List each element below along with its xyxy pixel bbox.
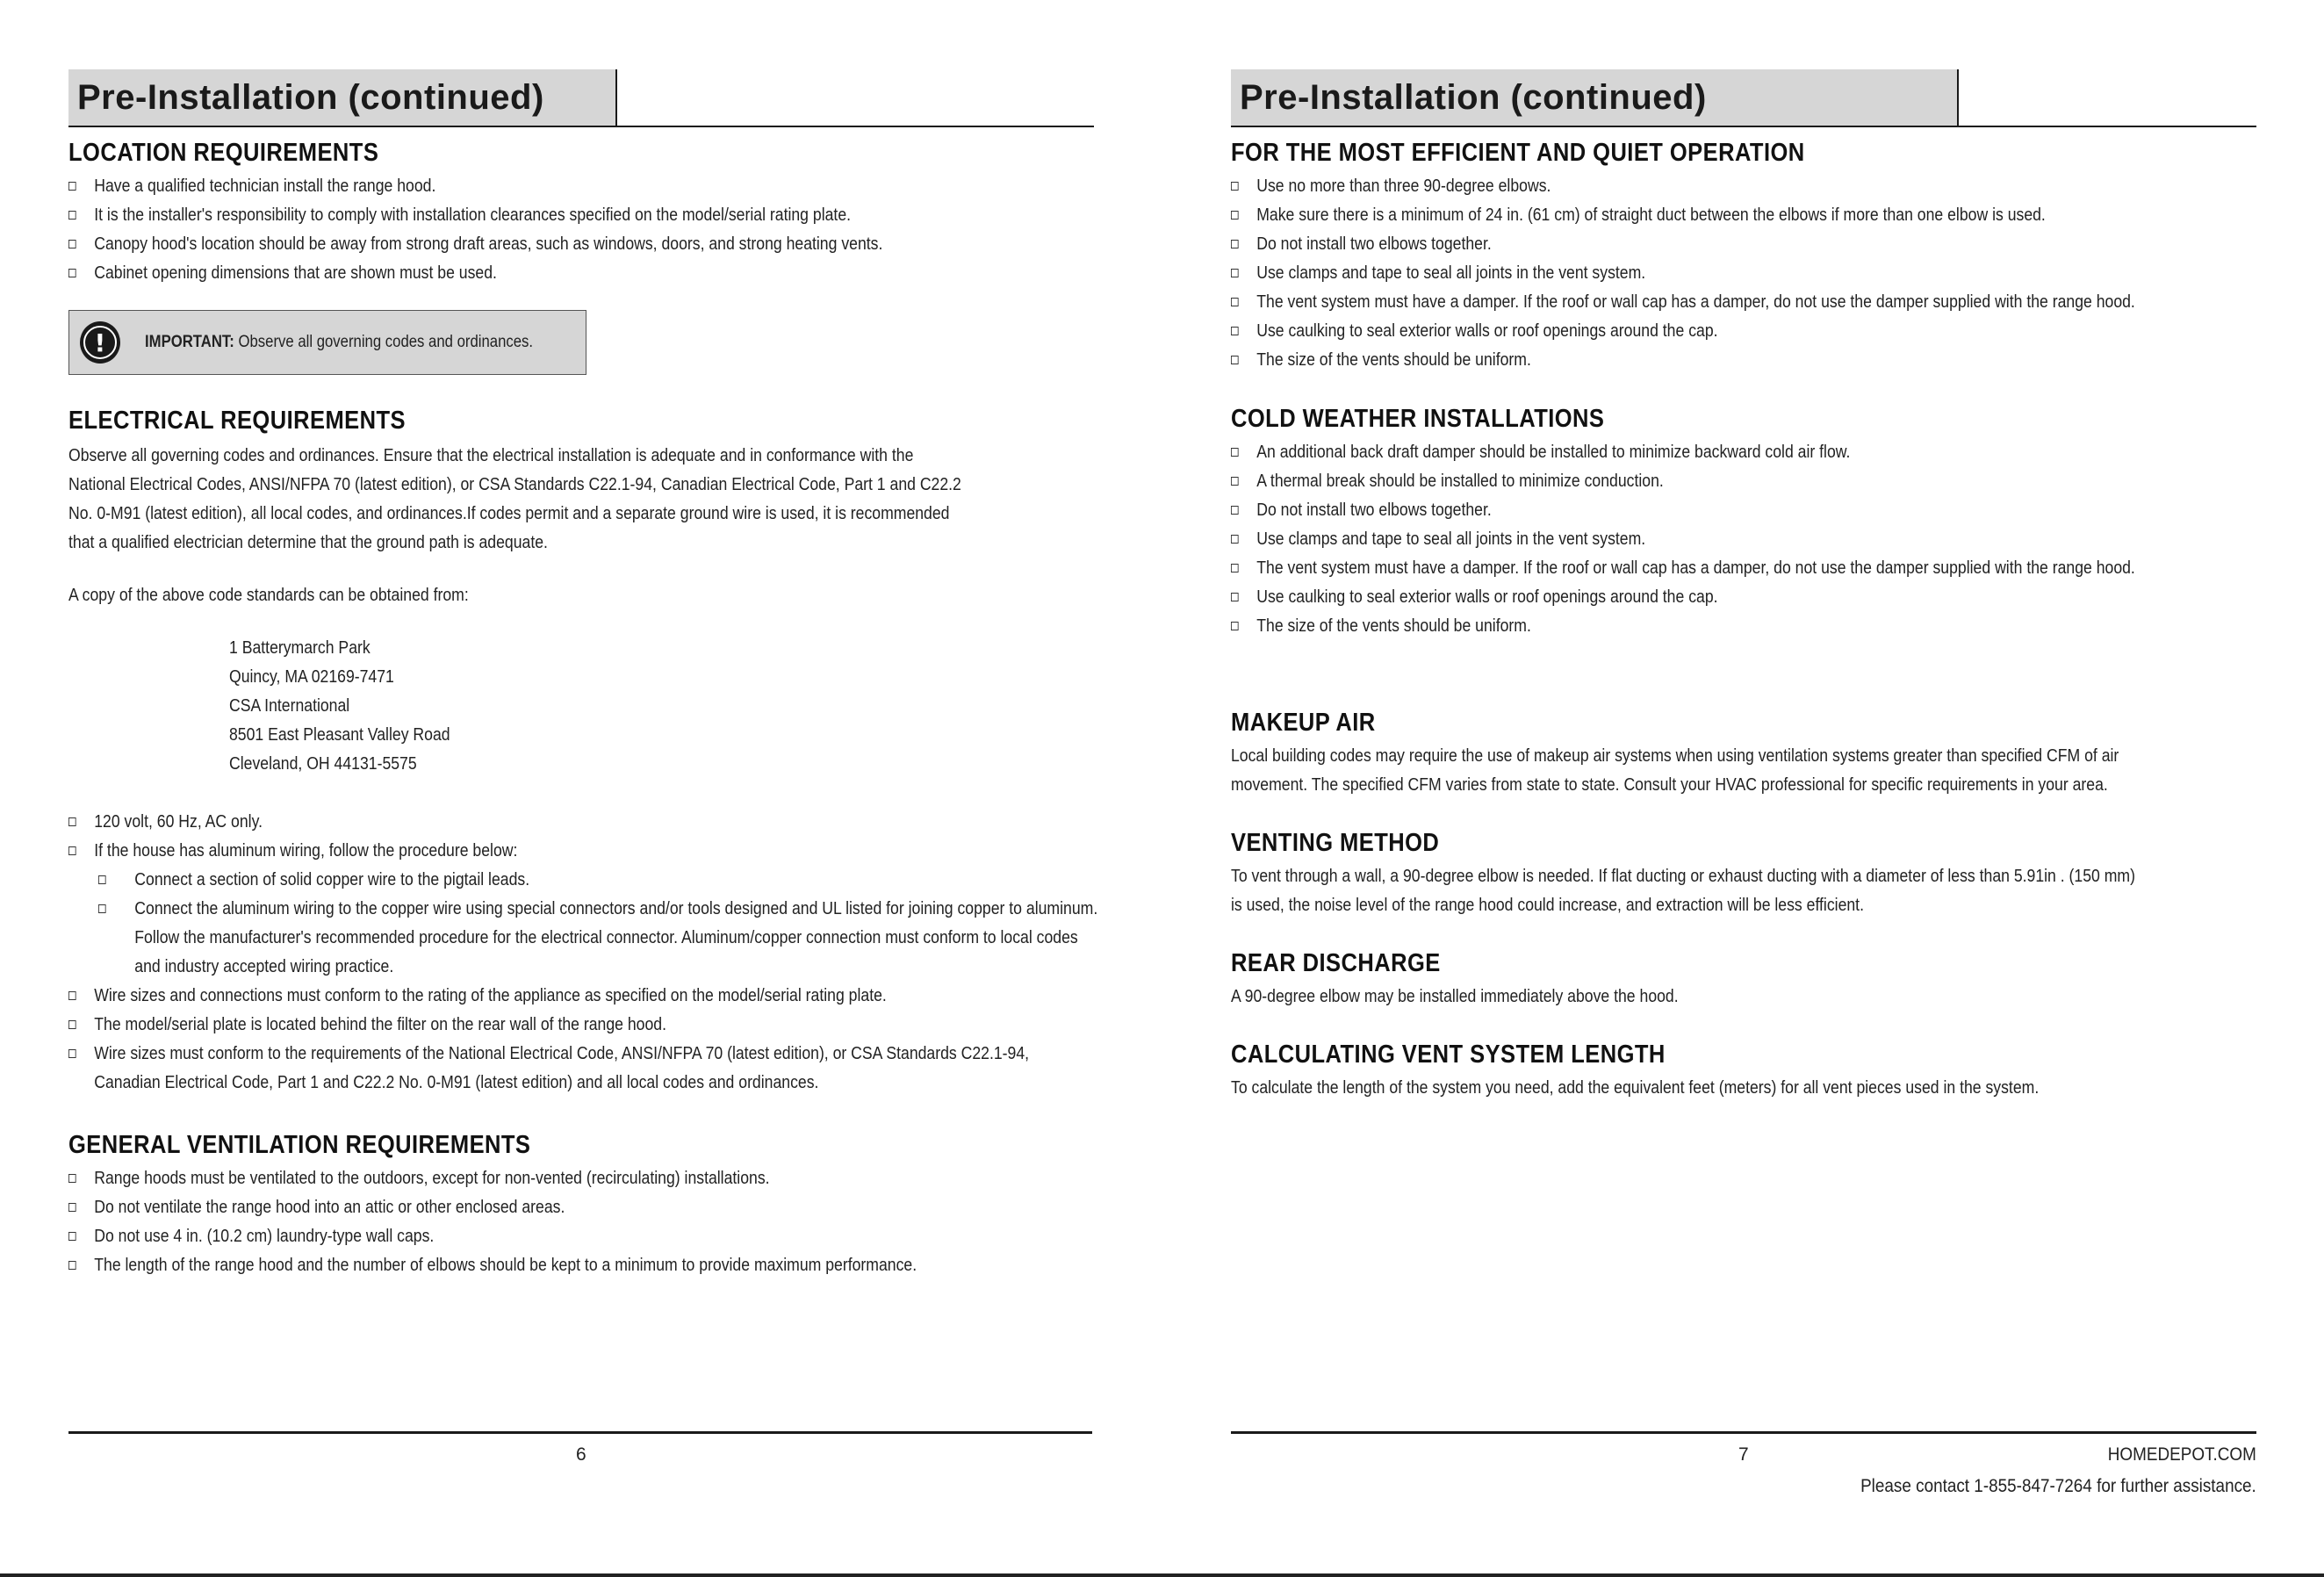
- list-item: [68, 258, 1073, 287]
- venting-text: [1231, 861, 2283, 919]
- list-item: [68, 836, 1073, 865]
- list-item: [68, 229, 1073, 258]
- list-item: [1231, 345, 2235, 374]
- list-item-text: Have a qualified technician install the range hood.: [94, 176, 436, 196]
- page-header: [1231, 69, 2256, 127]
- list-item-text: The length of the range hood and the number of elbows should be kept to a minimum to provide maximum performance.: [94, 1255, 917, 1275]
- list-item-text: It is the installer's responsibility to comply with installation clearances specified on the model/serial rating plate.: [94, 205, 852, 225]
- list-item: [1231, 524, 2235, 553]
- checkbox-bullet-icon: [1231, 356, 1239, 364]
- list-item: [98, 894, 1103, 981]
- list-item-text: Wire sizes must conform to the requirements of the National Electrical Code, ANSI/NFPA 70 (latest edition), or CSA Standards C22.1-94, Canadian Electrical Code, Part 1 and C22.2 No. 0-M91 (latest edition) and all local codes and ordinances.: [94, 1043, 1030, 1092]
- list-item-text: Range hoods must be ventilated to the outdoors, except for non-vented (recirculating) installations.: [94, 1168, 770, 1188]
- electrical-section: [68, 407, 1266, 1097]
- text-line: Cleveland, OH 44131-5575: [229, 753, 417, 774]
- important-notice: [68, 310, 586, 375]
- checkbox-bullet-icon: [68, 1174, 76, 1183]
- address-block: [229, 633, 1266, 778]
- list-item: [68, 200, 1073, 229]
- header-box: [1231, 69, 1959, 126]
- checkbox-bullet-icon: [1231, 506, 1239, 515]
- list-item-text: If the house has aluminum wiring, follow the procedure below:: [94, 840, 518, 861]
- list-item-text: Canopy hood's location should be away from strong draft areas, such as windows, doors, and strong heating vents.: [94, 234, 883, 254]
- list-item-text: Do not install two elbows together.: [1256, 234, 1492, 254]
- page-number: 6: [576, 1444, 586, 1465]
- page-header: [68, 69, 1094, 127]
- general-section: [68, 1131, 1236, 1279]
- list-item-text: The vent system must have a damper. If the roof or wall cap has a damper, do not use the damper supplied with the range hood.: [1256, 292, 2135, 312]
- list-item: [1231, 316, 2235, 345]
- list-item-text: The vent system must have a damper. If the roof or wall cap has a damper, do not use the damper supplied with the range hood.: [1256, 558, 2135, 578]
- contact-line: Please contact 1-855-847-7264 for further assistance.: [1860, 1476, 2256, 1496]
- section-heading: MAKEUP AIR: [1231, 709, 1376, 737]
- electrical-list-a: [68, 807, 1266, 865]
- venting-section: [1231, 829, 2283, 919]
- section-heading: LOCATION REQUIREMENTS: [68, 139, 379, 167]
- checkbox-bullet-icon: [1231, 448, 1239, 457]
- checkbox-bullet-icon: [1231, 298, 1239, 306]
- text-line: 1 Batterymarch Park: [229, 637, 371, 658]
- right-page: [1231, 0, 2256, 1577]
- list-item-text: Use caulking to seal exterior walls or roof openings around the cap.: [1256, 320, 1718, 341]
- list-item-text: A thermal break should be installed to minimize conduction.: [1256, 471, 1664, 491]
- checkbox-bullet-icon: [1231, 240, 1239, 248]
- electrical-list-b: [68, 981, 1266, 1097]
- checkbox-bullet-icon: [68, 817, 76, 826]
- makeup-section: [1231, 709, 2263, 799]
- list-item: [1231, 437, 2235, 466]
- calc-text: To calculate the length of the system you need, add the equivalent feet (meters) for all vent pieces used in the system.: [1231, 1077, 2040, 1098]
- list-item: [68, 1163, 1073, 1192]
- text-line: is used, the noise level of the range hood could increase, and extraction will be less efficient.: [1231, 895, 1864, 915]
- checkbox-bullet-icon: [68, 1261, 76, 1270]
- text-line: No. 0-M91 (latest edition), all local codes, and ordinances.If codes permit and a separate ground wire is used, it is recommended: [68, 503, 950, 523]
- list-item-text: Do not use 4 in. (10.2 cm) laundry-type wall caps.: [94, 1226, 435, 1246]
- list-item-text: Use no more than three 90-degree elbows.: [1256, 176, 1551, 196]
- checkbox-bullet-icon: [1231, 535, 1239, 544]
- checkbox-bullet-icon: [1231, 622, 1239, 630]
- makeup-text: [1231, 741, 2263, 799]
- list-item: [68, 1192, 1073, 1221]
- footer-rule: [68, 1431, 1092, 1434]
- text-line: that a qualified electrician determine that the ground path is adequate.: [68, 532, 548, 552]
- electrical-sublist: [98, 865, 1266, 981]
- left-page: [68, 0, 1098, 1577]
- section-heading: CALCULATING VENT SYSTEM LENGTH: [1231, 1041, 1666, 1069]
- checkbox-bullet-icon: [1231, 269, 1239, 277]
- list-item-text: The size of the vents should be uniform.: [1256, 616, 1531, 636]
- checkbox-bullet-icon: [68, 211, 76, 220]
- section-heading: ELECTRICAL REQUIREMENTS: [68, 407, 406, 435]
- location-section: [68, 139, 1236, 287]
- list-item: [68, 981, 1073, 1010]
- list-item-text: Connect the aluminum wiring to the copper wire using special connectors and/or tools designed and UL listed for joining copper to aluminum. Follow the manufacturer's recommended procedure for the electrical connector. Aluminum/copper connection must conform to local codes and industry accepted wiring practice.: [134, 898, 1098, 976]
- rear-section: [1231, 949, 1752, 1011]
- checkbox-bullet-icon: [1231, 211, 1239, 220]
- section-heading: GENERAL VENTILATION REQUIREMENTS: [68, 1131, 531, 1159]
- list-item: [1231, 258, 2235, 287]
- text-line: To vent through a wall, a 90-degree elbow is needed. If flat ducting or exhaust ducting with a diameter of less than 5.91in . (150 mm): [1231, 866, 2135, 886]
- text-line: 8501 East Pleasant Valley Road: [229, 724, 450, 745]
- checkbox-bullet-icon: [68, 182, 76, 191]
- important-body: Observe all governing codes and ordinances.: [234, 333, 533, 351]
- list-item-text: The size of the vents should be uniform.: [1256, 349, 1531, 370]
- list-item: [68, 1010, 1073, 1039]
- list-item: [1231, 582, 2235, 611]
- section-heading: REAR DISCHARGE: [1231, 949, 1441, 977]
- bottom-edge-rule: [0, 1573, 2324, 1577]
- list-item-text: Use clamps and tape to seal all joints in the vent system.: [1256, 263, 1646, 283]
- checkbox-bullet-icon: [1231, 593, 1239, 601]
- list-item-text: The model/serial plate is located behind the filter on the rear wall of the range hood.: [94, 1014, 666, 1034]
- efficient-list: [1231, 171, 2324, 374]
- list-item: [1231, 611, 2235, 640]
- cold-list: [1231, 437, 2324, 640]
- list-item: [1231, 495, 2235, 524]
- footer-rule: [1231, 1431, 2256, 1434]
- checkbox-bullet-icon: [68, 1020, 76, 1029]
- header-title: Pre-Installation (continued): [77, 77, 544, 117]
- list-item: [68, 807, 1073, 836]
- header-box: [68, 69, 617, 126]
- list-item-text: Cabinet opening dimensions that are shown must be used.: [94, 263, 497, 283]
- text-line: Observe all governing codes and ordinances. Ensure that the electrical installation is adequate and in conformance with the: [68, 445, 914, 465]
- checkbox-bullet-icon: [68, 240, 76, 248]
- checkbox-bullet-icon: [98, 875, 106, 884]
- text-line: CSA International: [229, 695, 350, 716]
- location-list: [68, 171, 1236, 287]
- checkbox-bullet-icon: [68, 846, 76, 855]
- list-item: [68, 171, 1073, 200]
- site-url: HOMEDEPOT.COM: [2107, 1444, 2256, 1465]
- important-text: [145, 333, 533, 352]
- list-item: [68, 1221, 1073, 1250]
- cold-section: [1231, 405, 2324, 640]
- checkbox-bullet-icon: [1231, 327, 1239, 335]
- list-item-text: An additional back draft damper should be installed to minimize backward cold air flow.: [1256, 442, 1851, 462]
- list-item: [1231, 200, 2235, 229]
- checkbox-bullet-icon: [68, 991, 76, 1000]
- text-line: Local building codes may require the use of makeup air systems when using ventilation systems greater than specified CFM of air: [1231, 745, 2119, 766]
- exclamation-circle-icon: !: [80, 321, 120, 364]
- checkbox-bullet-icon: [98, 904, 106, 913]
- page-number: 7: [1738, 1444, 1749, 1465]
- important-label: IMPORTANT:: [144, 333, 234, 351]
- list-item-text: Connect a section of solid copper wire to the pigtail leads.: [134, 869, 530, 889]
- checkbox-bullet-icon: [68, 1232, 76, 1241]
- section-heading: FOR THE MOST EFFICIENT AND QUIET OPERATION: [1231, 139, 1805, 167]
- header-title: Pre-Installation (continued): [1240, 77, 1707, 117]
- general-list: [68, 1163, 1236, 1279]
- list-item-text: Make sure there is a minimum of 24 in. (61 cm) of straight duct between the elbows if more than one elbow is used.: [1256, 205, 2046, 225]
- checkbox-bullet-icon: [1231, 182, 1239, 191]
- checkbox-bullet-icon: [1231, 477, 1239, 486]
- list-item-text: Use caulking to seal exterior walls or roof openings around the cap.: [1256, 587, 1718, 607]
- section-heading: COLD WEATHER INSTALLATIONS: [1231, 405, 1605, 433]
- electrical-paragraph: [68, 441, 1266, 557]
- list-item: [1231, 229, 2235, 258]
- checkbox-bullet-icon: [68, 1049, 76, 1058]
- list-item: [1231, 553, 2235, 582]
- list-item: [98, 865, 1103, 894]
- checkbox-bullet-icon: [68, 1203, 76, 1212]
- rear-text: A 90-degree elbow may be installed immediately above the hood.: [1231, 986, 1679, 1006]
- list-item-text: Use clamps and tape to seal all joints in the vent system.: [1256, 529, 1646, 549]
- list-item: [1231, 287, 2235, 316]
- copy-note: A copy of the above code standards can be obtained from:: [68, 585, 469, 605]
- list-item: [1231, 171, 2235, 200]
- list-item-text: Do not install two elbows together.: [1256, 500, 1492, 520]
- list-item-text: 120 volt, 60 Hz, AC only.: [94, 811, 263, 832]
- text-line: movement. The specified CFM varies from state to state. Consult your HVAC professional for specific requirements in your area.: [1231, 774, 2108, 795]
- text-line: National Electrical Codes, ANSI/NFPA 70 (latest edition), or CSA Standards C22.1-94, Canadian Electrical Code, Part 1 and C22.2: [68, 474, 961, 494]
- efficient-section: [1231, 139, 2324, 374]
- list-item: [1231, 466, 2235, 495]
- calc-section: [1231, 1041, 2170, 1102]
- section-heading: VENTING METHOD: [1231, 829, 1440, 857]
- checkbox-bullet-icon: [68, 269, 76, 277]
- list-item-text: Wire sizes and connections must conform to the rating of the appliance as specified on the model/serial rating plate.: [94, 985, 887, 1005]
- text-line: Quincy, MA 02169-7471: [229, 666, 394, 687]
- list-item-text: Do not ventilate the range hood into an attic or other enclosed areas.: [94, 1197, 565, 1217]
- list-item: [68, 1039, 1073, 1097]
- checkbox-bullet-icon: [1231, 564, 1239, 572]
- list-item: [68, 1250, 1073, 1279]
